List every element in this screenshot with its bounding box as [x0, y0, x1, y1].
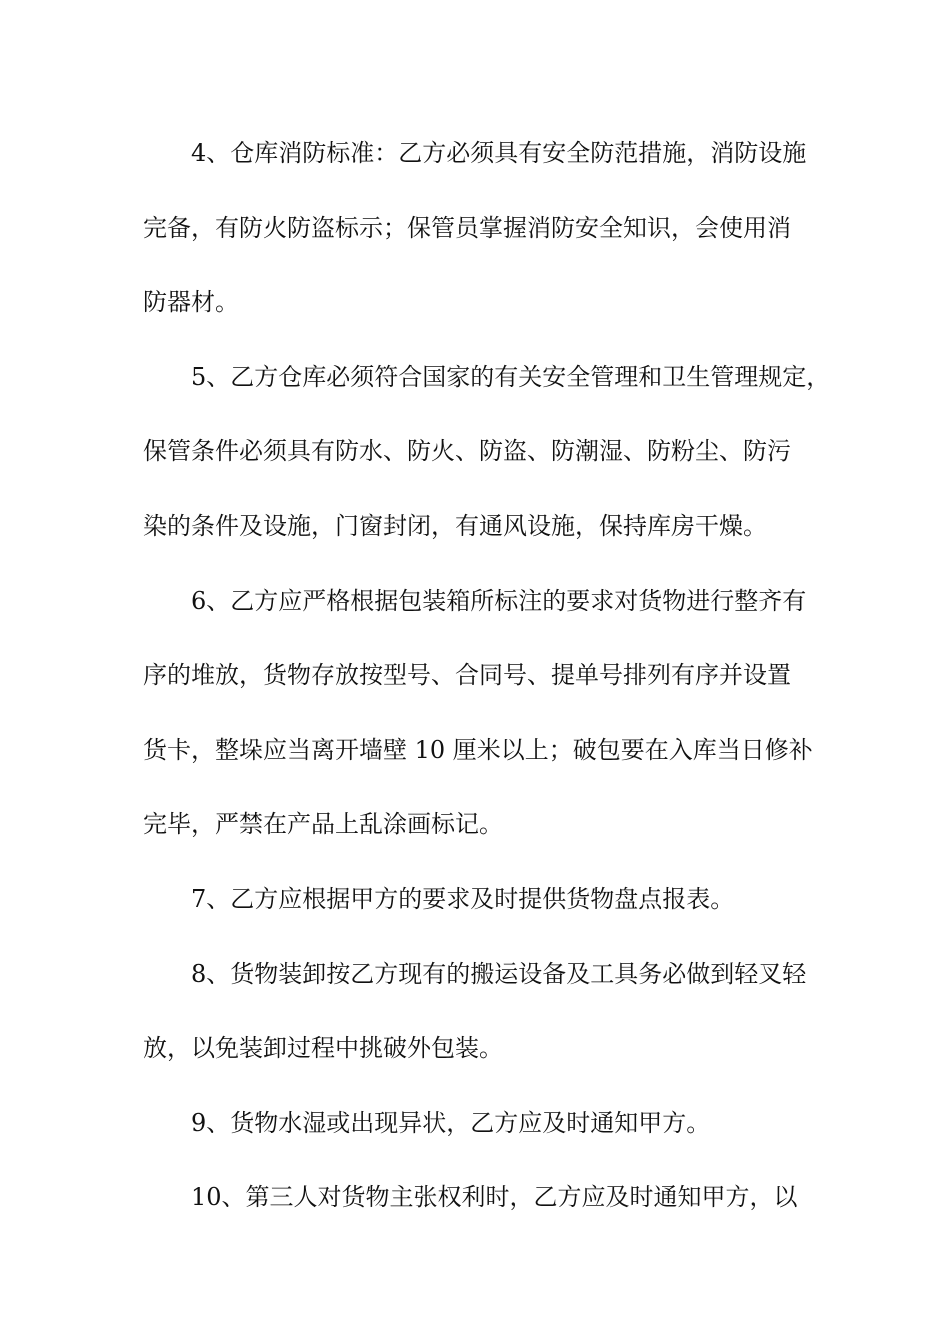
clause-6-line-4: 完毕，严禁在产品上乱涂画标记。 [143, 810, 503, 839]
clause-5-line-2: 保管条件必须具有防水、防火、防盗、防潮湿、防粉尘、防污 [143, 437, 791, 466]
clause-4-line-2: 完备，有防火防盗标示；保管员掌握消防安全知识，会使用消 [143, 213, 791, 242]
clause-4-line-3: 防器材。 [143, 288, 239, 317]
clause-5-line-3: 染的条件及设施，门窗封闭，有通风设施，保持库房干燥。 [143, 511, 767, 540]
clause-9-line-1: 9、货物水湿或出现异状，乙方应及时通知甲方。 [191, 1108, 711, 1137]
clause-8-line-2: 放，以免装卸过程中挑破外包装。 [143, 1034, 503, 1063]
clause-5-line-1: 5、乙方仓库必须符合国家的有关安全管理和卫生管理规定， [191, 362, 831, 391]
clause-6-line-3: 货卡，整垛应当离开墙壁 10 厘米以上；破包要在入库当日修补 [143, 735, 813, 764]
clause-8-line-1: 8、货物装卸按乙方现有的搬运设备及工具务必做到轻叉轻 [191, 959, 807, 988]
clause-7-line-1: 7、乙方应根据甲方的要求及时提供货物盘点报表。 [191, 884, 735, 913]
document-body [143, 128, 831, 1247]
clause-4-line-1: 4、仓库消防标准：乙方必须具有安全防范措施，消防设施 [191, 139, 807, 167]
clause-6-line-2: 序的堆放，货物存放按型号、合同号、提单号排列有序并设置 [143, 661, 791, 690]
clause-6-line-1: 6、乙方应严格根据包装箱所标注的要求对货物进行整齐有 [191, 586, 807, 615]
clause-10-line-1: 10、第三人对货物主张权利时，乙方应及时通知甲方，以 [191, 1183, 798, 1212]
